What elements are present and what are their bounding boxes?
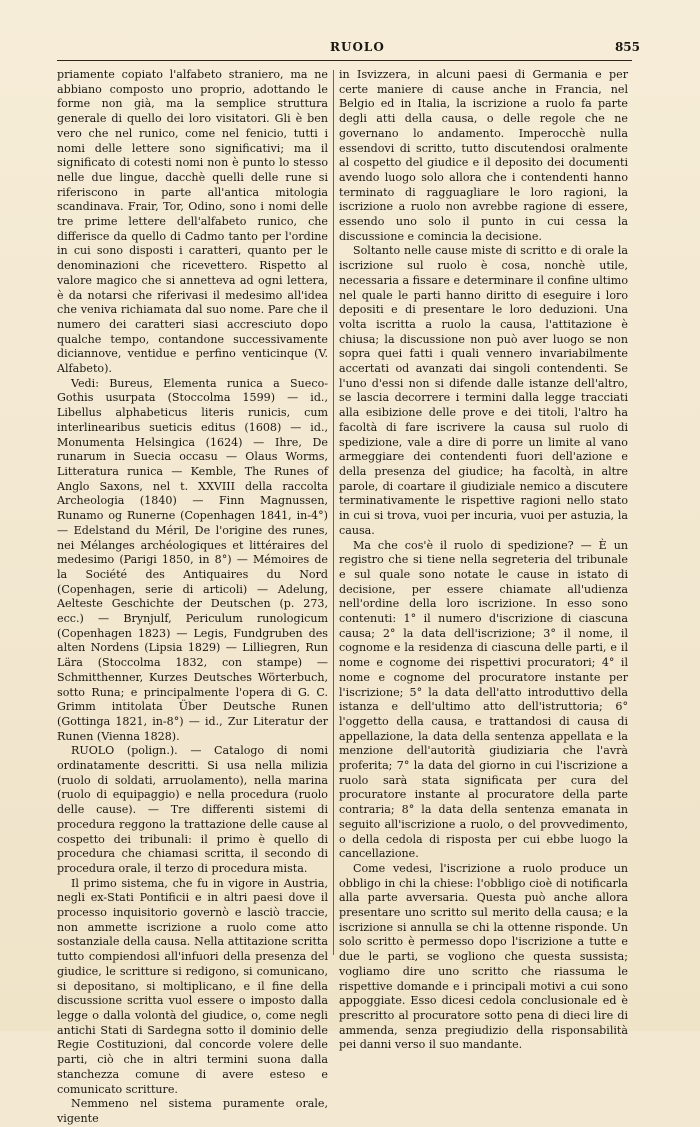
running-title: RUOLO (330, 40, 385, 54)
paragraph-mixed-causes: Soltanto nelle cause miste di scritto e di orale la iscrizione sul ruolo è cosa, nonchè utile, necessaria a fissare e determinare il confine ultimo nel quale le parti hanno diritto di eseguire i loro depositi e di presentare le loro deduzioni. Una volta iscritta a ruolo la causa, l'attitazione è chiusa; la discussione non può aver luogo se non sopra quei fatti i quali vennero invariabilmente accertati od avanzati dai singoli contendenti. Se l'uno d'essi non si difende dalle istanze dell'altro, se lascia decorrere i termini dalla legge tracciati alla esibizione delle prove e dei titoli, l'altro ha facoltà di fare iscrivere la causa sul ruolo di spedizione, vale a dire di porre un limite al vano armeggiare dei contendenti fuori dell'azione e della presenza del giudice; ha facoltà, in altre parole, di coartare il giudiziale nemico a discutere terminativamente le rispettive ragioni nello stato in cui si trova, vuoi per incuria, vuoi per astuzia, la causa. (339, 244, 628, 537)
paragraph-first-system: Il primo sistema, che fu in vigore in Austria, negli ex-Stati Pontificii e in altri paesi dove il processo inquisitorio governò e lasciò traccie, non ammette iscrizione a ruolo come atto sostanziale della causa. Nella attitazione scritta tutto compiendosi all'infuori della presenza del giudice, le scritture si redigono, si comunicano, si depositano, si moltiplicano, e il fine della discussione scritta vuol essere o imposto dalla legge o dalla volontà del giudice, o, come negli antichi Stati di Sardegna sotto il dominio delle Regie Costituzioni, dal concorde volere delle parti, ciò che in altri termini suona dalla stanchezza comune di avere esteso e comunicato scritture. (57, 876, 328, 1096)
paragraph-bibliography: Vedi: Bureus, Elementa runica a Sueco-Gothis usurpata (Stoccolma 1599) — id., Libellus alphabeticus literis runicis, cum interlinearibus sueticis editus (1608) — id., Monumenta Helsingica (1624) — Ihre, De runarum in Suecia occasu — Olaus Worms, Litteratura runica — Kemble, The Runes of Anglo Saxons, nel t. XXVIII della raccolta Archeologia (1840) — Finn Magnussen, Runamo og Runerne (Copenhagen 1841, in-4°) — Edelstand du Méril, De l'origine des runes, nei Mélanges archéologiques et littéraires del medesimo (Parigi 1850, in 8°) — Mémoires de la Société des Antiquaires du Nord (Copenhagen, serie di articoli) — Adelung, Aelteste Geschichte der Deutschen (p. 273, ecc.) — Brynjulf, Periculum runologicum (Copenhagen 1823) — Legis, Fundgruben des alten Nordens (Lipsia 1829) — Lilliegren, Run Lära (Stoccolma 1832, con stampe) — Schmitthenner, Kurzes Deutsches Wörterbuch, sotto Runa; e principalmente l'opera di G. C. Grimm intitolata Über Deutsche Runen (Gottinga 1821, in-8°) — id., Zur Literatur der Runen (Vienna 1828). (57, 376, 328, 743)
paragraph-runic-alphabet: priamente copiato l'alfabeto straniero, ma ne abbiano composto uno proprio, adottando le forme non già, ma la semplice struttura generale di quello dei loro visitatori. Gli è ben vero che nel runico, come nel fenicio, tutti i nomi delle lettere sono significativi; ma il significato di cotesti nomi non è punto lo stesso nelle due lingue, dacchè quelli delle rune si riferiscono in parte all'antica mitologia scandinava. Frair, Tor, Odino, sono i nomi delle tre prime lettere dell'alfabeto runico, che differisce da quello di Cadmo tanto per l'ordine in cui sono disposti i caratteri, quanto per le denominazioni che ricevettero. Rispetto al valore magico che si annetteva ad ogni lettera, è da notarsi che riferivasi il medesimo all'idea che veniva richiamata dal suo nome. Pare che il numero dei caratteri siasi accresciuto dopo qualche tempo, contandone successivamente diciannove, ventidue e perfino venticinque (V. Alfabeto). (57, 68, 328, 376)
page-number: 855 (614, 40, 640, 54)
paragraph-oral-system: Nemmeno nel sistema puramente orale, vigente (57, 1097, 328, 1125)
paragraph-oral-continuation: in Isvizzera, in alcuni paesi di Germania e per certe maniere di cause anche in Francia, nel Belgio ed in Italia, la iscrizione a ruolo fa parte degli atti della causa, o delle regole che ne governano lo andamento. Imperocchè nulla essendovi di scritto, tutto discutendosi oralmente al cospetto del giudice e il deposito dei documenti avendo luogo solo allora che i contendenti hanno terminato di ragguagliare le loro ragioni, la iscrizione a ruolo non avrebbe ragione di essere, essendo uno solo il punto in cui cessa la discussione e comincia la decisione. (339, 68, 628, 243)
paragraph-ruolo-definition: RUOLO (polign.). — Catalogo di nomi ordinatamente descritti. Si usa nella milizia (ruolo di soldati, arruolamento), nella marina (ruolo di equipaggio) e nella procedura (ruolo delle cause). — Tre differenti sistemi di procedura reggono la trattazione delle cause al cospetto dei tribunali: il primo è quello di procedura che chiamasi scritta, il secondo di procedura orale, il terzo di procedura mista. (57, 744, 328, 875)
page-header (330, 40, 640, 60)
column-divider (333, 70, 334, 955)
right-column (339, 68, 628, 1053)
paragraph-ruolo-di-spedizione: Ma che cos'è il ruolo di spedizione? — È un registro che si tiene nella segreteria del tribunale e sul quale sono notate le cause in istato di decisione, per essere chiamate all'udienza nell'ordine della loro iscrizione. In esso sono contenuti: 1° il numero d'iscrizione di ciascuna causa; 2° la data dell'iscrizione; 3° il nome, il cognome e la residenza di ciascuna delle parti, e il nome e cognome dei rispettivi procuratori; 4° il nome e cognome del procuratore instante per l'iscrizione; 5° la data dell'atto introduttivo della istanza e dell'ultimo atto dell'istruttoria; 6° l'oggetto della causa, e trattandosi di causa di appellazione, la data della sentenza appellata e la menzione dell'autorità giudiziaria che l'avrà proferita; 7° la data del giorno in cui l'iscrizione a ruolo sarà stata significata per cura del procuratore instante al procuratore della parte contraria; 8° la data della sentenza emanata in seguito all'iscrizione a ruolo, o del provvedimento, o della cedola di risposta per cui ebbe luogo la cancellazione. (339, 538, 628, 861)
header-rule (57, 60, 632, 61)
paragraph-obligation: Come vedesi, l'iscrizione a ruolo produce un obbligo in chi la chiese: l'obbligo cioè di notificarla alla parte avversaria. Questa può anche allora presentare uno scritto sul merito della causa; e la iscrizione si annulla se chi la ottenne risponde. Un solo scritto è permesso dopo l'iscrizione a tutte e due le parti, se vogliono che questa sussista; vogliamo dire uno scritto che riassuma le rispettive domande e i principali motivi a cui sono appoggiate. Esso dicesi cedola conclusionale ed è prescritto al procuratore sotto pena di dieci lire di ammenda, senza pregiudizio della risponsabilità pei danni verso il suo mandante. (339, 861, 628, 1052)
left-column (57, 68, 328, 1127)
